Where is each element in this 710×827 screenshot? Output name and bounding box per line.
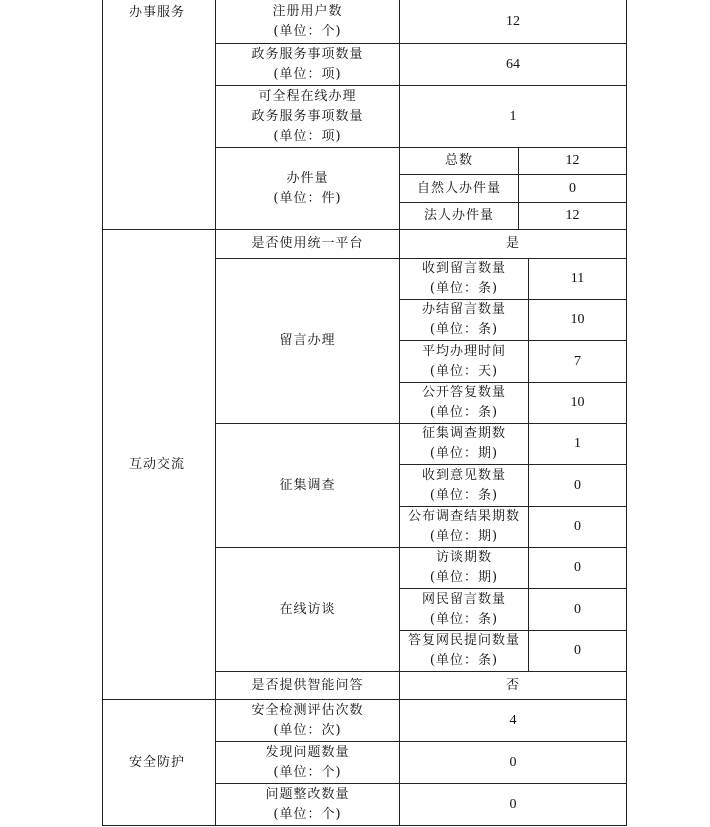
interview-periods-value: 0 xyxy=(574,560,581,575)
section-service-label: 办事服务 xyxy=(129,5,186,20)
issues-found-value: 0 xyxy=(509,754,517,770)
unified-platform-value: 是 xyxy=(505,236,520,251)
public-replies-label-cell xyxy=(400,383,528,423)
interview-periods-unit: (单位：期) xyxy=(429,570,499,585)
opinions-label: 收到意见数量 xyxy=(421,467,506,483)
opinions-unit: (单位：条) xyxy=(429,487,499,503)
public-replies-value: 10 xyxy=(570,395,585,410)
registered-users-label-cell xyxy=(216,1,399,43)
section-security-label: 安全防护 xyxy=(129,754,186,770)
survey-periods-label: 征集调查期数 xyxy=(421,426,506,441)
public-replies-label: 公开答复数量 xyxy=(421,385,506,400)
registered-users-value: 12 xyxy=(506,14,520,29)
smart-qa-label: 是否提供智能问答 xyxy=(251,677,364,693)
netizen-messages-unit: (单位：条) xyxy=(429,611,499,627)
interview-periods-label: 访谈期数 xyxy=(435,550,492,565)
issues-found-label: 发现问题数量 xyxy=(265,744,350,760)
survey-results-label-cell xyxy=(400,507,528,547)
messages-received-label-cell xyxy=(400,259,528,299)
smart-qa-value: 否 xyxy=(505,677,520,693)
answers-unit: (单位：条) xyxy=(429,653,499,668)
issues-fixed-value: 0 xyxy=(509,796,517,812)
avg-time-label-cell xyxy=(400,341,528,382)
messages-closed-unit: (单位：条) xyxy=(429,322,499,337)
answers-value: 0 xyxy=(574,643,581,658)
service-items-value: 64 xyxy=(506,56,520,72)
cases-unit: (单位：件) xyxy=(273,190,342,206)
interview-group-label: 在线访谈 xyxy=(279,601,336,617)
online-items-value: 1 xyxy=(509,108,517,124)
online-items-label-line2: 政务服务事项数量 xyxy=(251,108,364,124)
messages-received-unit: (单位：条) xyxy=(429,281,499,296)
service-items-unit: (单位：项) xyxy=(273,66,342,82)
security-checks-unit: (单位：次) xyxy=(273,722,342,738)
public-replies-unit: (单位：条) xyxy=(429,405,499,420)
cases-total-label: 总数 xyxy=(444,153,473,168)
opinions-label-cell xyxy=(400,465,528,506)
issues-fixed-label: 问题整改数量 xyxy=(265,786,350,802)
answers-label: 答复网民提问数量 xyxy=(407,633,520,648)
messages-closed-label-cell xyxy=(400,300,528,340)
messages-closed-label: 办结留言数量 xyxy=(421,302,506,317)
opinions-value: 0 xyxy=(574,477,581,493)
survey-results-label: 公布调查结果期数 xyxy=(407,509,520,524)
section-interaction-label: 互动交流 xyxy=(129,456,186,472)
survey-periods-label-cell xyxy=(400,424,528,464)
service-items-label-cell xyxy=(216,44,399,85)
cases-legal-value: 12 xyxy=(565,208,580,223)
security-checks-value: 4 xyxy=(509,712,517,728)
netizen-messages-label: 网民留言数量 xyxy=(421,591,506,607)
survey-results-value: 0 xyxy=(574,519,581,534)
issues-fixed-unit: (单位：个) xyxy=(273,806,342,822)
security-checks-label-cell xyxy=(216,700,399,741)
cases-total-value: 12 xyxy=(565,153,580,168)
survey-periods-unit: (单位：期) xyxy=(429,446,499,461)
answers-label-cell xyxy=(400,631,528,671)
online-items-unit: (单位：项) xyxy=(273,128,342,144)
cases-natural-value: 0 xyxy=(569,180,576,196)
messages-closed-value: 10 xyxy=(570,312,585,327)
registered-users-label: 注册用户数 xyxy=(272,4,343,19)
issues-fixed-label-cell xyxy=(216,784,399,825)
avg-time-label: 平均办理时间 xyxy=(421,343,506,359)
online-items-label-line1: 可全程在线办理 xyxy=(258,88,357,104)
service-items-label: 政务服务事项数量 xyxy=(251,46,364,62)
avg-time-value: 7 xyxy=(574,353,581,369)
issues-found-unit: (单位：个) xyxy=(273,764,342,780)
netizen-messages-value: 0 xyxy=(574,601,581,617)
issues-found-label-cell xyxy=(216,742,399,783)
avg-time-unit: (单位：天) xyxy=(429,363,499,379)
survey-results-unit: (单位：期) xyxy=(429,529,499,544)
survey-periods-value: 1 xyxy=(574,436,581,451)
interview-periods-label-cell xyxy=(400,548,528,588)
registered-users-unit: (单位：个) xyxy=(273,24,342,39)
messages-received-value: 11 xyxy=(570,271,585,286)
online-items-label-cell xyxy=(216,86,399,147)
survey-group-label: 征集调查 xyxy=(279,477,336,493)
security-checks-label: 安全检测评估次数 xyxy=(251,702,364,718)
unified-platform-label: 是否使用统一平台 xyxy=(251,236,364,251)
messages-group-label: 留言办理 xyxy=(279,333,336,348)
cases-natural-label: 自然人办件量 xyxy=(416,180,501,196)
cases-legal-label: 法人办件量 xyxy=(423,208,494,223)
cases-label: 办件量 xyxy=(286,170,329,186)
netizen-messages-label-cell xyxy=(400,589,528,630)
messages-received-label: 收到留言数量 xyxy=(421,261,506,276)
cases-label-cell xyxy=(216,148,399,229)
